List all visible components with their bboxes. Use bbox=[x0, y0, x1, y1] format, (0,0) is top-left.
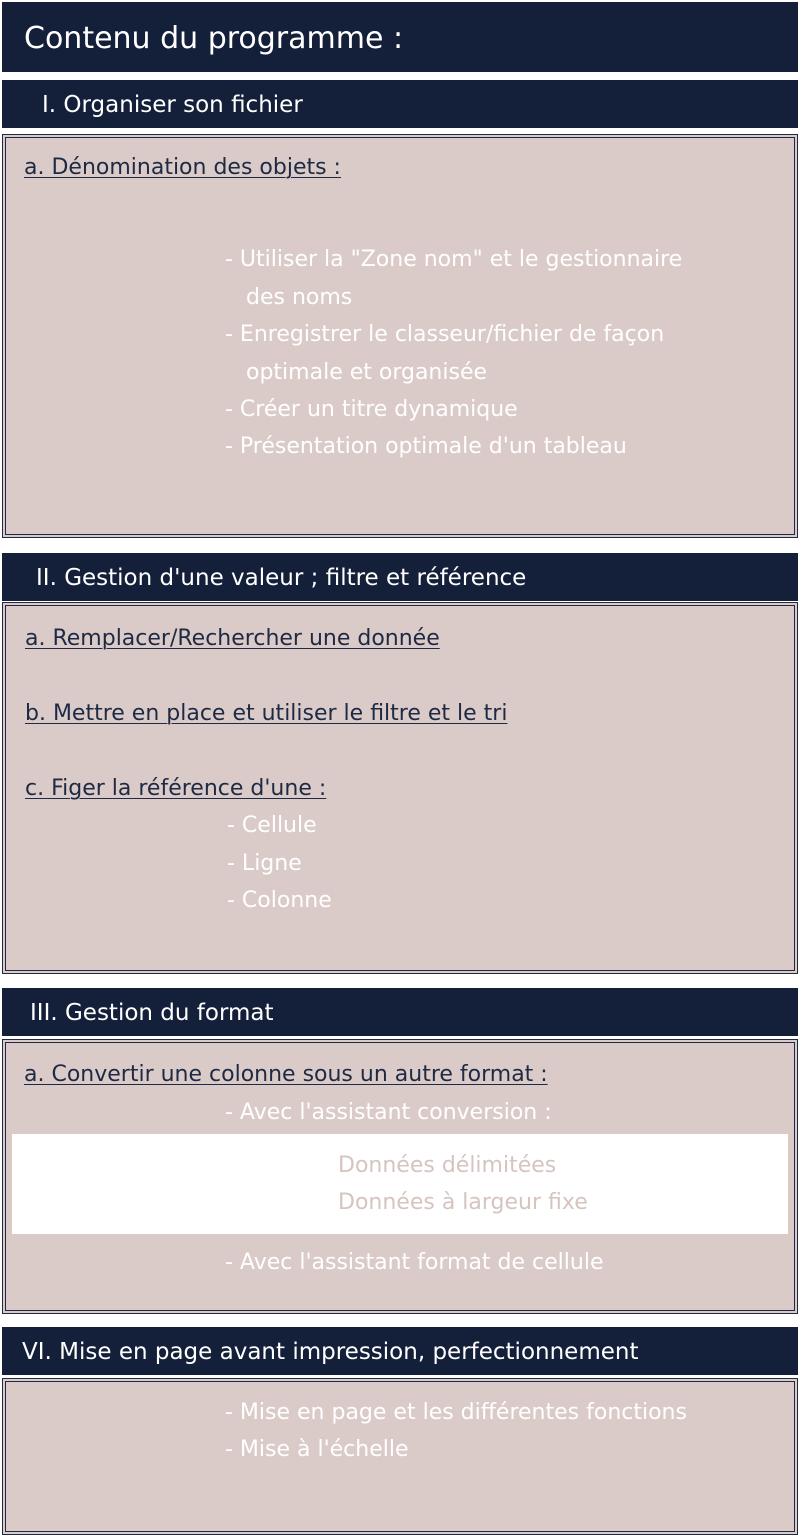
section-1-bullet-1: - Utiliser la "Zone nom" et le gestionnaire bbox=[225, 247, 683, 272]
section-2-heading-bar bbox=[2, 553, 798, 601]
section-3-heading-bar bbox=[2, 988, 798, 1036]
section-2-bullet-2: - Ligne bbox=[227, 851, 302, 876]
section-2-bullet-3: - Colonne bbox=[227, 888, 332, 913]
section-2-box bbox=[2, 602, 798, 974]
section-4-bullet-1: - Mise en page et les différentes fonctions bbox=[225, 1400, 687, 1425]
section-1-bullet-2-cont: optimale et organisée bbox=[246, 360, 488, 385]
section-2-heading: II. Gestion d'une valeur ; filtre et référence bbox=[36, 565, 527, 591]
section-3-box bbox=[2, 1039, 798, 1314]
section-1-box bbox=[2, 134, 798, 538]
main-title-bar bbox=[2, 2, 798, 72]
section-1-bullet-2: - Enregistrer le classeur/fichier de façon bbox=[225, 322, 665, 347]
section-2-subhead-c: c. Figer la référence d'une : bbox=[25, 776, 327, 801]
section-4-bullet-2: - Mise à l'échelle bbox=[225, 1437, 409, 1462]
section-2-subhead-b: b. Mettre en place et utiliser le filtre et le tri bbox=[25, 701, 508, 726]
section-3-bullet-1: - Avec l'assistant conversion : bbox=[225, 1100, 552, 1125]
section-1-heading: I. Organiser son fichier bbox=[42, 92, 303, 118]
section-1-bullet-4: - Présentation optimale d'un tableau bbox=[225, 434, 627, 459]
section-1-subhead-a: a. Dénomination des objets : bbox=[24, 155, 341, 180]
section-3-subhead-a: a. Convertir une colonne sous un autre format : bbox=[24, 1062, 548, 1087]
section-3-bullet-2: - Avec l'assistant format de cellule bbox=[225, 1250, 604, 1275]
option-delimited: Données délimitées bbox=[338, 1153, 557, 1178]
option-fixed-width: Données à largeur fixe bbox=[338, 1190, 588, 1215]
section-4-box bbox=[2, 1378, 798, 1535]
section-1-bullet-3: - Créer un titre dynamique bbox=[225, 397, 518, 422]
section-1-bullet-1-cont: des noms bbox=[246, 285, 353, 310]
section-3-heading: III. Gestion du format bbox=[30, 1000, 274, 1026]
section-2-bullet-1: - Cellule bbox=[227, 813, 317, 838]
section-4-heading: VI. Mise en page avant impression, perfectionnement bbox=[22, 1339, 639, 1365]
conversion-options-band bbox=[12, 1134, 788, 1234]
page-title: Contenu du programme : bbox=[24, 21, 404, 56]
section-1-heading-bar bbox=[2, 80, 798, 128]
section-4-heading-bar bbox=[2, 1327, 798, 1375]
section-2-subhead-a: a. Remplacer/Rechercher une donnée bbox=[25, 626, 440, 651]
